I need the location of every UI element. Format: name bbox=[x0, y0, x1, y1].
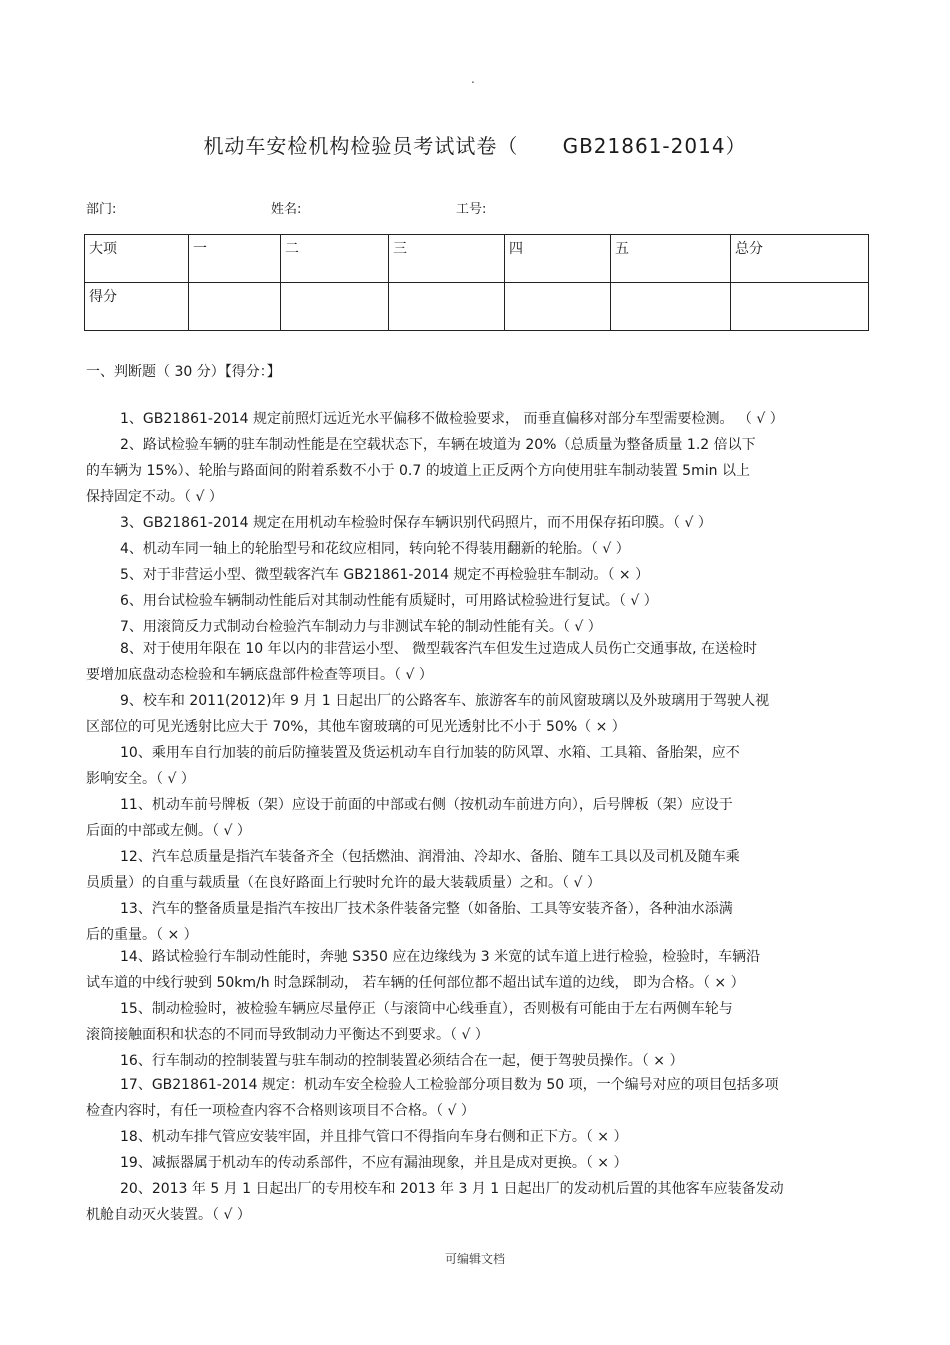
question-line: 12、汽车总质量是指汽车装备齐全（包括燃油、润滑油、冷却水、备胎、随车工具以及司机及随车乘 bbox=[120, 849, 740, 865]
question-item bbox=[86, 1124, 866, 1150]
score-table bbox=[84, 234, 869, 331]
question-line: 员质量）的自重与载质量（在良好路面上行驶时允许的最大装载质量）之和。（ √ ） bbox=[86, 875, 601, 891]
score-cell-total[interactable] bbox=[731, 283, 869, 331]
question-line: 7、用滚筒反力式制动台检验汽车制动力与非测试车轮的制动性能有关。（ √ ） bbox=[120, 619, 602, 635]
question-line: 17、GB21861-2014 规定：机动车安全检验人工检验部分项目数为 50 项，一个编号对应的项目包括多项 bbox=[120, 1077, 779, 1093]
question-line: 5、对于非营运小型、微型载客汽车 GB21861-2014 规定不再检验驻车制动。（ × ） bbox=[120, 567, 650, 583]
question-item bbox=[86, 536, 866, 562]
exam-title: 机动车安检机构检验员考试试卷（ GB21861-2014） bbox=[203, 134, 747, 158]
question-line: 区部位的可见光透射比应大于 70%，其他车窗玻璃的可见光透射比不小于 50%（ × ） bbox=[86, 719, 626, 735]
question-item bbox=[86, 996, 866, 1048]
question-line: 6、用台试检验车辆制动性能后对其制动性能有质疑时，可用路试检验进行复试。（ √ ） bbox=[120, 593, 658, 609]
question-item bbox=[86, 510, 866, 536]
score-cell-3[interactable] bbox=[389, 283, 505, 331]
question-item bbox=[86, 740, 866, 792]
question-item bbox=[86, 1048, 866, 1074]
question-line: 18、机动车排气管应安装牢固，并且排气管口不得指向车身右侧和正下方。（ × ） bbox=[120, 1129, 628, 1145]
question-line: 13、汽车的整备质量是指汽车按出厂技术条件装备完整（如备胎、工具等安装齐备），各种油水添满 bbox=[120, 901, 733, 917]
score-cell-4[interactable] bbox=[505, 283, 611, 331]
score-header-cell: 大项 bbox=[85, 235, 189, 283]
question-line: 14、路试检验行车制动性能时，奔驰 S350 应在边缘线为 3 米宽的试车道上进行检验，检验时，车辆沿 bbox=[120, 949, 761, 965]
question-item bbox=[86, 1072, 866, 1124]
question-line: 20、2013 年 5 月 1 日起出厂的专用校车和 2013 年 3 月 1 日起出厂的发动机后置的其他客车应装备发动 bbox=[120, 1181, 784, 1197]
question-line: 试车道的中线行驶到 50km/h 时急踩制动， 若车辆的任何部位都不超出试车道的边线， 即为合格。（ × ） bbox=[86, 975, 745, 991]
question-item bbox=[86, 406, 866, 432]
question-item bbox=[86, 562, 866, 588]
question-line: 19、减振器属于机动车的传动系部件，不应有漏油现象，并且是成对更换。（ × ） bbox=[120, 1155, 628, 1171]
score-header-cell: 五 bbox=[611, 235, 731, 283]
question-line: 2、路试检验车辆的驻车制动性能是在空载状态下，车辆在坡道为 20%（总质量为整备质量 1.2 倍以下 bbox=[120, 437, 756, 453]
dept-label: 部门: bbox=[86, 202, 117, 217]
question-item bbox=[86, 1176, 866, 1228]
question-item bbox=[86, 636, 866, 688]
question-item bbox=[86, 688, 866, 740]
question-item bbox=[86, 432, 866, 510]
question-line: 4、机动车同一轴上的轮胎型号和花纹应相同，转向轮不得装用翻新的轮胎。（ √ ） bbox=[120, 541, 630, 557]
question-line: 11、机动车前号牌板（架）应设于前面的中部或右侧（按机动车前进方向），后号牌板（架）应设于 bbox=[120, 797, 733, 813]
question-item bbox=[86, 1150, 866, 1176]
score-header-cell: 三 bbox=[389, 235, 505, 283]
question-item bbox=[86, 792, 866, 844]
question-line: 检查内容时，有任一项检查内容不合格则该项目不合格。（ √ ） bbox=[86, 1103, 475, 1119]
header-mark: . bbox=[471, 72, 475, 86]
question-line: 3、GB21861-2014 规定在用机动车检验时保存车辆识别代码照片，而不用保存拓印膜。（ √ ） bbox=[120, 515, 712, 531]
score-header-cell: 一 bbox=[189, 235, 281, 283]
question-line: 8、对于使用年限在 10 年以内的非营运小型、 微型载客汽车但发生过造成人员伤亡交通事故, 在送检时 bbox=[120, 641, 757, 657]
score-header-cell: 总分 bbox=[731, 235, 869, 283]
question-item bbox=[86, 944, 866, 996]
question-line: 15、制动检验时，被检验车辆应尽量停正（与滚筒中心线垂直），否则极有可能由于左右两侧车轮与 bbox=[120, 1001, 733, 1017]
score-cell-5[interactable] bbox=[611, 283, 731, 331]
question-item bbox=[86, 844, 866, 896]
score-header-cell: 二 bbox=[281, 235, 389, 283]
question-line: 机舱自动灭火装置。（ √ ） bbox=[86, 1207, 251, 1223]
question-line: 后面的中部或左侧。（ √ ） bbox=[86, 823, 251, 839]
name-label: 姓名: bbox=[271, 202, 302, 217]
score-header-cell: 四 bbox=[505, 235, 611, 283]
question-line: 影响安全。（ √ ） bbox=[86, 771, 195, 787]
score-row-label: 得分 bbox=[85, 283, 189, 331]
score-table-header-row bbox=[85, 235, 869, 283]
question-line: 10、乘用车自行加装的前后防撞装置及货运机动车自行加装的防风罩、水箱、工具箱、备胎架，应不 bbox=[120, 745, 740, 761]
score-table-score-row bbox=[85, 283, 869, 331]
question-line: 保持固定不动。（ √ ） bbox=[86, 489, 223, 505]
question-line: 1、GB21861-2014 规定前照灯远近光水平偏移不做检验要求， 而垂直偏移对部分车型需要检测。 （ √ ） bbox=[120, 411, 784, 427]
question-item bbox=[86, 896, 866, 948]
question-line: 要增加底盘动态检验和车辆底盘部件检查等项目。（ √ ） bbox=[86, 667, 433, 683]
question-line: 16、行车制动的控制装置与驻车制动的控制装置必须结合在一起，便于驾驶员操作。（ × ） bbox=[120, 1053, 684, 1069]
question-line: 9、校车和 2011(2012)年 9 月 1 日起出厂的公路客车、旅游客车的前风窗玻璃以及外玻璃用于驾驶人视 bbox=[120, 693, 770, 709]
footer-note: 可编辑文档 bbox=[444, 1252, 505, 1266]
question-line: 后的重量。（ × ） bbox=[86, 927, 198, 943]
question-line: 的车辆为 15%）、轮胎与路面间的附着系数不小于 0.7 的坡道上正反两个方向使用驻车制动装置 5min 以上 bbox=[86, 463, 750, 479]
score-cell-1[interactable] bbox=[189, 283, 281, 331]
score-cell-2[interactable] bbox=[281, 283, 389, 331]
question-line: 滚筒接触面积和状态的不同而导致制动力平衡达不到要求。（ √ ） bbox=[86, 1027, 489, 1043]
question-item bbox=[86, 588, 866, 614]
section-title: 一、判断题（ 30 分）【得分：】 bbox=[86, 364, 281, 380]
id-label: 工号: bbox=[456, 202, 487, 217]
